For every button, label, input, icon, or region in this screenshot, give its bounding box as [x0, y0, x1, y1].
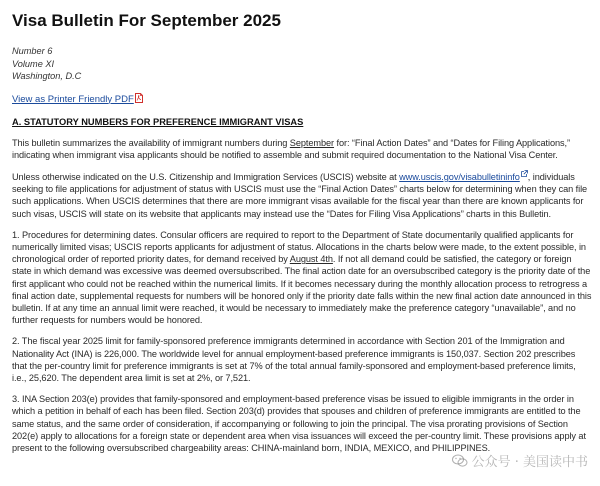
printer-link-row — [12, 93, 592, 106]
intro-text-pre: This bulletin summarizes the availability of immigrant numbers during — [12, 137, 290, 148]
paragraph-3-prorating: 3. INA Section 203(e) provides that family-sponsored and employment-based preference visas be issued to eligible immigrants in the order in which a petition in behalf of each has been filed. Section 203(d) provides that spouses and children of preference immigrants are entitled to the same status, and the same order of consideration, if accompanying or following to join the principal. The visa prorating provisions of Section 202(e) apply to allocations for a foreign state or dependent area when visa issuances will exceed the per-country limit. These provisions apply at present to the following oversubscribed chargeability areas: CHINA-mainland born, INDIA, MEXICO, and PHILIPPINES. — [12, 394, 586, 453]
para1-text-post: . If not all demand could be satisfied, the category or foreign state in which demand was excessive was deemed oversubscribed. The final action date for an oversubscribed category is the priority date of the first applicant who could not be reached within the numerical limits. If it becomes necessary during the monthly allocation process to retrogress a final action date, supplemental requests for numbers will be honored only if the priority date falls within the new final action date announced in this bulletin. If at any time an annual limit were reached, it would be necessary to immediately make the preference category “unavailable”, and no further requests for numbers would be honored. — [12, 254, 592, 326]
bulletin-meta — [12, 45, 592, 83]
watermark — [452, 451, 588, 470]
pdf-icon[interactable] — [135, 93, 143, 103]
wechat-icon — [452, 454, 468, 468]
month-text: September — [289, 137, 335, 148]
uscis-text-post: , individuals seeking to file applications for adjustment of status with USCIS must use the “Final Action Dates” charts below for determining when they can file such applications. When USCIS determines that there are more immigrant visas available for the fiscal year than there are known applicants for such visas, USCIS will state on its website that applicants may instead use the “Dates for Filing Visa Applications” charts in this Bulletin. — [12, 171, 588, 219]
page-title: Visa Bulletin For September 2025 — [12, 11, 281, 30]
intro-text-post: for: “Final Action Dates” and “Dates for Filing Applications,” indicating when immigrant visa applicants should be notified to assemble and submit required documentation to the National Visa Center. — [12, 137, 571, 160]
printer-friendly-pdf-link[interactable]: View as Printer Friendly PDF — [12, 93, 134, 105]
para1-text-pre: 1. Procedures for determining dates. Consular officers are required to report to the Department of State documentarily qualified applicants for numerically limited visas; USCIS reports applicants for adjustment of status. Allocations in the charts below were made, to the extent possible, in chronological order of reported priority dates, for demand received by — [12, 229, 586, 265]
demand-cutoff-date: August 4th — [289, 254, 333, 265]
bulletin-page — [12, 10, 592, 454]
external-link-icon — [521, 170, 528, 177]
bulletin-location: Washington, D.C — [12, 71, 82, 81]
intro-paragraph — [12, 137, 592, 161]
uscis-visabulletininfo-link[interactable]: www.uscis.gov/visabulletininfo — [399, 171, 520, 182]
paragraph-1-procedures — [12, 229, 592, 327]
bulletin-number: Number 6 — [12, 46, 53, 56]
uscis-paragraph — [12, 170, 592, 220]
watermark-text: 公众号 · 美国读中书 — [471, 455, 588, 470]
paragraph-2-limits: 2. The fiscal year 2025 limit for family-sponsored preference immigrants determined in accordance with Section 201 of the Immigration and Nationality Act (INA) is 226,000. The worldwide level for annual employment-based preference immigrants is 150,037. Section 202 prescribes that the per-country limit for preference immigrants is set at 7% of the total annual family-sponsored and employment-based preference limits, i.e., 25,620. The dependent area limit is set at 2%, or 7,521. — [12, 336, 576, 383]
section-a-heading: A. STATUTORY NUMBERS FOR PREFERENCE IMMIGRANT VISAS — [12, 116, 304, 127]
bulletin-volume: Volume XI — [12, 58, 55, 69]
uscis-text-pre: Unless otherwise indicated on the U.S. Citizenship and Immigration Services (USCIS) website at — [12, 171, 400, 182]
